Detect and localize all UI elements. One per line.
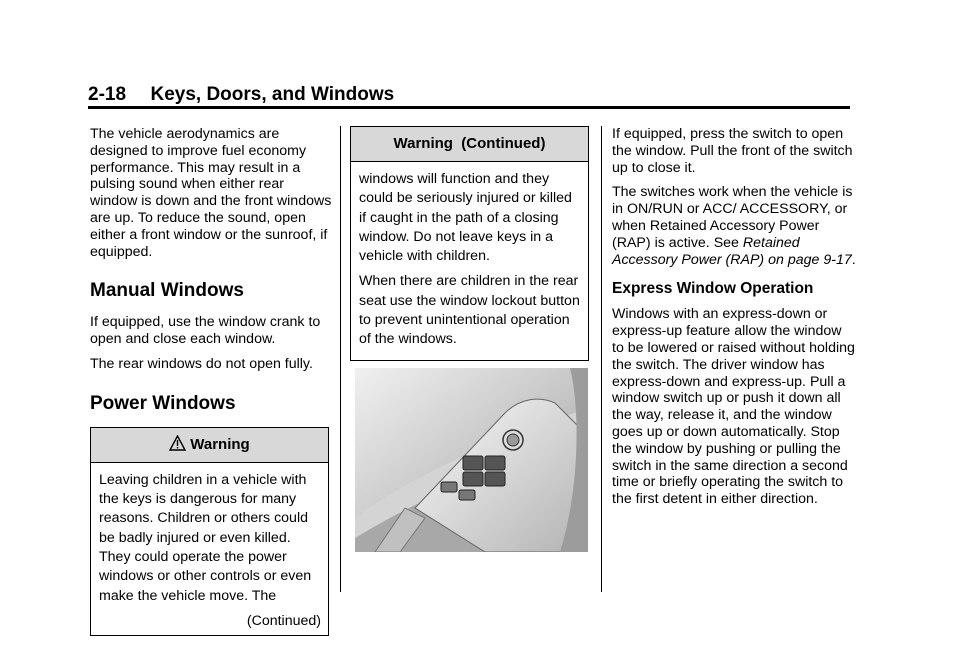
column-divider xyxy=(340,126,341,592)
warning-header xyxy=(91,428,328,463)
switch-paragraph: If equipped, press the switch to open the window. Pull the front of the switch up to close it. xyxy=(612,126,853,176)
rap-cross-reference[interactable]: Retained Accessory Power (RAP) on page 9-17 xyxy=(612,234,852,268)
rap-paragraph xyxy=(612,184,857,268)
express-window-heading: Express Window Operation xyxy=(612,280,814,298)
window-switch-illustration xyxy=(355,368,588,552)
column-2 xyxy=(350,126,590,361)
rap-text: The switches work when the vehicle is in ON/RUN or ACC/ ACCESSORY, or when Retained Accessory Power (RAP) is active. See xyxy=(612,184,853,251)
power-windows-heading: Power Windows xyxy=(90,392,236,414)
warning-triangle-icon xyxy=(169,435,186,451)
column-1 xyxy=(90,126,335,636)
express-paragraph: Windows with an express-down or express-up feature allow the window to be lowered or raised without holding the switch. The driver window has express-down and express-up. Pull a window switch up or push it down all the way, release it, and the window goes up or down automatically. Stop the window by pushing or pulling the switch in the same direction a second time or briefly operating the switch to the first detent in either direction. xyxy=(612,306,855,508)
door-panel-drawing xyxy=(355,368,588,552)
warning-continued-text-2: When there are children in the rear seat use the window lockout button to prevent unintentional operation of the windows. xyxy=(359,273,580,348)
warning-continued-body xyxy=(351,162,588,360)
warning-continued-text-1: windows will function and they could be seriously injured or killed if caught in the path of a closing window. Do not leave keys in a vehicle with children. xyxy=(359,171,572,265)
warning-box xyxy=(90,427,329,636)
warning-body xyxy=(91,463,328,635)
warning-text: Leaving children in a vehicle with the keys is dangerous for many reasons. Children or others could be badly injured or even killed. They could operate the power windows or other controls or even make the vehicle move. The xyxy=(99,471,312,604)
section-title: Keys, Doors, and Windows xyxy=(150,84,395,105)
manual-paragraph-1: If equipped, use the window crank to open and close each window. xyxy=(90,314,321,348)
continued-label: (Continued) xyxy=(246,612,321,629)
intro-paragraph: The vehicle aerodynamics are designed to improve fuel economy performance. This may result in a pulsing sound when either rear window is down and the front windows are up. To reduce the sound, open either a front window or the sunroof, if equipped. xyxy=(90,126,332,260)
warning-continued-box xyxy=(350,126,589,361)
warning-title: Warning xyxy=(190,435,250,453)
manual-windows-heading: Manual Windows xyxy=(90,280,244,302)
column-divider xyxy=(601,126,602,592)
column-3 xyxy=(612,126,857,516)
warning-continued-header: Warning (Continued) xyxy=(351,127,588,162)
page-number: 2-18 xyxy=(88,84,127,105)
header-rule xyxy=(88,106,850,109)
page-header xyxy=(88,84,394,106)
rap-period: . xyxy=(851,251,856,268)
manual-paragraph-2: The rear windows do not open fully. xyxy=(90,355,313,372)
